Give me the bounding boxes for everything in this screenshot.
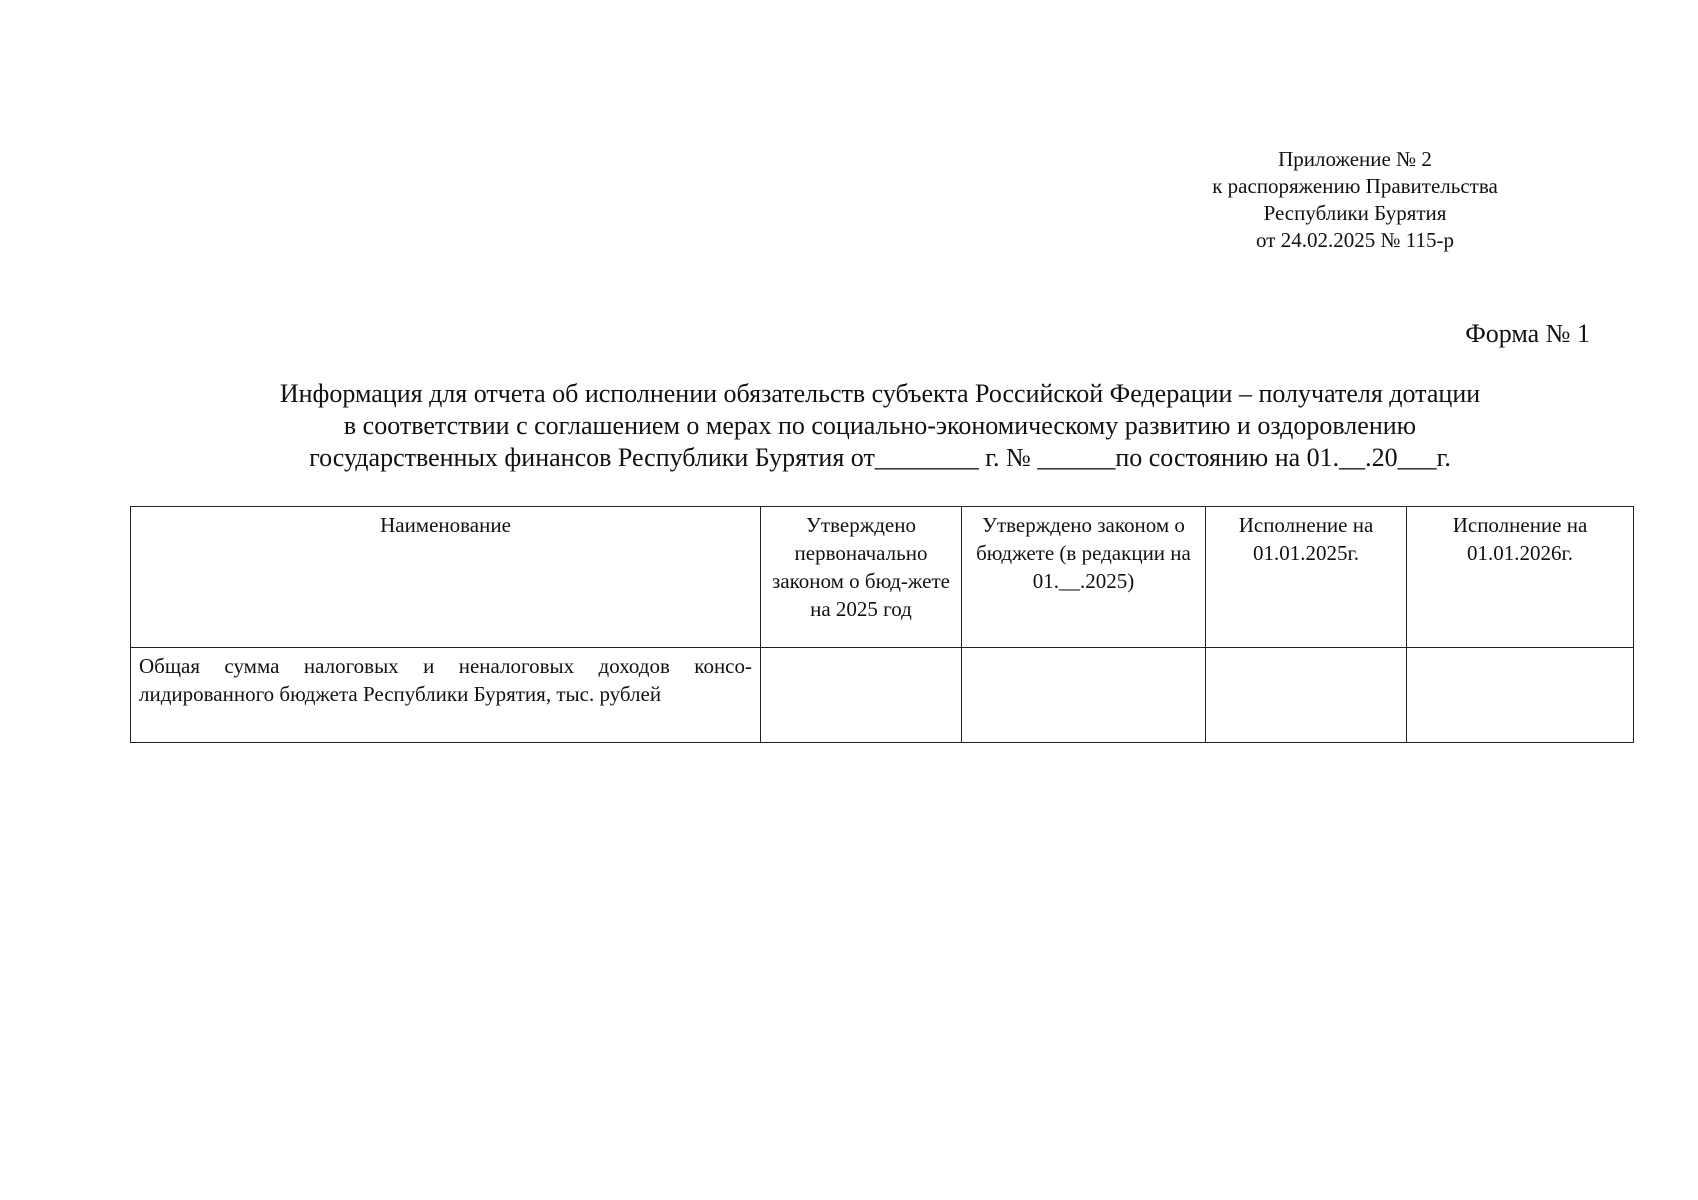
header-initial-approved: Утверждено первоначально законом о бюд-жете на 2025 год — [761, 507, 962, 648]
row-execution-2025-cell — [1206, 648, 1407, 743]
appendix-line-3: Республики Бурятия — [1263, 201, 1447, 225]
header-revised-approved: Утверждено законом о бюджете (в редакции на 01.__.2025) — [962, 507, 1206, 648]
table-header-row — [131, 507, 1634, 648]
table-row — [131, 648, 1634, 743]
title-line-1: Информация для отчета об исполнении обязательств субъекта Российской Федерации – получателя дотации — [279, 379, 1481, 408]
form-number: Форма № 1 — [1465, 319, 1590, 348]
row-initial-approved-cell — [761, 648, 962, 743]
title-line-2: в соответствии с соглашением о мерах по социально-экономическому развитию и оздоровлению — [343, 411, 1417, 440]
header-execution-2026: Исполнение на 01.01.2026г. — [1407, 507, 1634, 648]
header-name: Наименование — [131, 507, 761, 648]
appendix-line-2: к распоряжению Правительства — [1212, 174, 1498, 198]
header-execution-2025: Исполнение на 01.01.2025г. — [1206, 507, 1407, 648]
title-line-3: государственных финансов Республики Бурятия от________ г. № ______по состоянию на 01.__.20___г. — [309, 443, 1451, 472]
appendix-line-1: Приложение № 2 — [1278, 147, 1432, 171]
row-name-cell: Общая сумма налоговых и неналоговых доходов консо-лидированного бюджета Республики Бурятия, тыс. рублей — [131, 648, 761, 743]
row-execution-2026-cell — [1407, 648, 1634, 743]
report-table — [130, 506, 1634, 743]
appendix-line-4: от 24.02.2025 № 115-р — [1256, 228, 1454, 252]
document-title — [130, 378, 1630, 474]
appendix-block — [1180, 146, 1530, 254]
row-revised-approved-cell — [962, 648, 1206, 743]
